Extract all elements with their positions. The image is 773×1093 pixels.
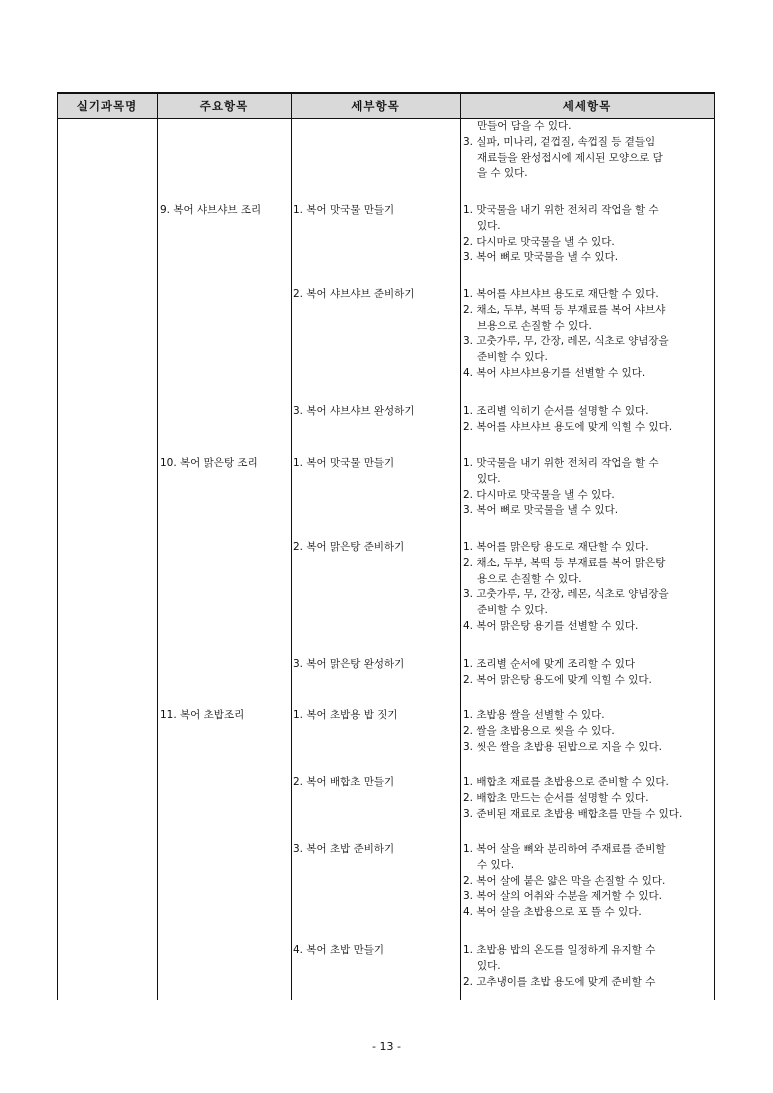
detail-list-11-2: 1. 배합초 재료를 초밥용으로 준비할 수 있다. 2. 배합초 만드는 순서를 설명할 수 있다. 3. 준비된 재료로 초밥용 배합초를 만들 수 있다. xyxy=(463,776,683,820)
main-item-11: 11. 복어 초밥조리 xyxy=(160,709,245,721)
main-item-10: 10. 복어 맑은탕 조리 xyxy=(160,457,258,469)
detail-list-11-4: 1. 초밥용 밥의 온도를 일정하게 유지할 수 있다. 2. 고추냉이를 초밥 용도에 맞게 준비할 수 xyxy=(463,944,656,988)
sub-item-11-2: 2. 복어 배합초 만들기 xyxy=(293,776,395,788)
column-divider-1 xyxy=(157,92,158,1000)
detail-list-11-3: 1. 복어 살을 뼈와 분리하여 주재료를 준비할 수 있다. 2. 복어 살에 붙은 얇은 막을 손질할 수 있다. 3. 복어 살의 어취와 수분을 제거할 수 있다. 4. 복어 살을 초밥용으로 포 뜰 수 있다. xyxy=(463,843,666,919)
sub-item-9-3: 3. 복어 샤브샤브 완성하기 xyxy=(293,405,415,417)
table-left-border xyxy=(57,92,58,1000)
page-number: - 13 - xyxy=(372,1040,401,1053)
sub-item-10-3: 3. 복어 맑은탕 완성하기 xyxy=(293,658,405,670)
detail-list-10-2: 1. 복어를 맑은탕 용도로 재단할 수 있다. 2. 채소, 두부, 복떡 등 부재료를 복어 맑은탕 용으로 손질할 수 있다. 3. 고춧가루, 무, 간장, 레몬, 식초로 양념장을 준비할 수 있다. 4. 복어 맑은탕 용기를 선별할 수 있다. xyxy=(463,541,669,632)
column-divider-2 xyxy=(291,92,292,1000)
sub-item-11-3: 3. 복어 초밥 준비하기 xyxy=(293,843,395,855)
header-sub-item: 세부항목 xyxy=(351,99,400,113)
detail-continuation: 만들어 담을 수 있다. 3. 실파, 미나리, 겉껍질, 속껍질 등 곁들임 재료들을 완성접시에 제시된 모양으로 담 을 수 있다. xyxy=(463,120,663,180)
sub-item-9-1: 1. 복어 맛국물 만들기 xyxy=(293,204,395,216)
detail-list-9-3: 1. 조리별 익히기 순서를 설명할 수 있다. 2. 복어를 샤브샤브 용도에 맞게 익힐 수 있다. xyxy=(463,405,673,433)
detail-list-11-1: 1. 초밥용 쌀을 선별할 수 있다. 2. 쌀을 초밥용으로 씻을 수 있다. 3. 씻은 쌀을 초밥용 된밥으로 지을 수 있다. xyxy=(463,709,663,753)
sub-item-9-2: 2. 복어 샤브샤브 준비하기 xyxy=(293,288,415,300)
table-right-border xyxy=(714,92,715,1000)
detail-list-10-1: 1. 맛국물을 내기 위한 전처리 작업을 할 수 있다. 2. 다시마로 맛국물을 낼 수 있다. 3. 복어 뼈로 맛국물을 낼 수 있다. xyxy=(463,457,659,517)
sub-item-10-2: 2. 복어 맑은탕 준비하기 xyxy=(293,541,405,553)
column-divider-3 xyxy=(460,92,461,1000)
main-item-9: 9. 복어 샤브샤브 조리 xyxy=(160,204,262,216)
detail-list-9-2: 1. 복어를 샤브샤브 용도로 재단할 수 있다. 2. 채소, 두부, 복떡 등 부재료를 복어 샤브샤 브용으로 손질할 수 있다. 3. 고춧가루, 무, 간장, 레몬, 식초로 양념장을 준비할 수 있다. 4. 복어 샤브샤브용기를 선별할 수 있다. xyxy=(463,288,669,379)
header-main-item: 주요항목 xyxy=(199,99,249,113)
header-subject: 실기과목명 xyxy=(76,99,138,113)
detail-list-9-1: 1. 맛국물을 내기 위한 전처리 작업을 할 수 있다. 2. 다시마로 맛국물을 낼 수 있다. 3. 복어 뼈로 맛국물을 낼 수 있다. xyxy=(463,204,659,264)
sub-item-11-4: 4. 복어 초밥 만들기 xyxy=(293,944,385,956)
header-detail-item: 세세항목 xyxy=(562,99,612,113)
sub-item-11-1: 1. 복어 초밥용 밥 짓기 xyxy=(293,709,398,721)
detail-list-10-3: 1. 조리별 순서에 맞게 조리할 수 있다 2. 복어 맑은탕 용도에 맞게 익힐 수 있다. xyxy=(463,658,652,686)
sub-item-10-1: 1. 복어 맛국물 만들기 xyxy=(293,457,395,469)
